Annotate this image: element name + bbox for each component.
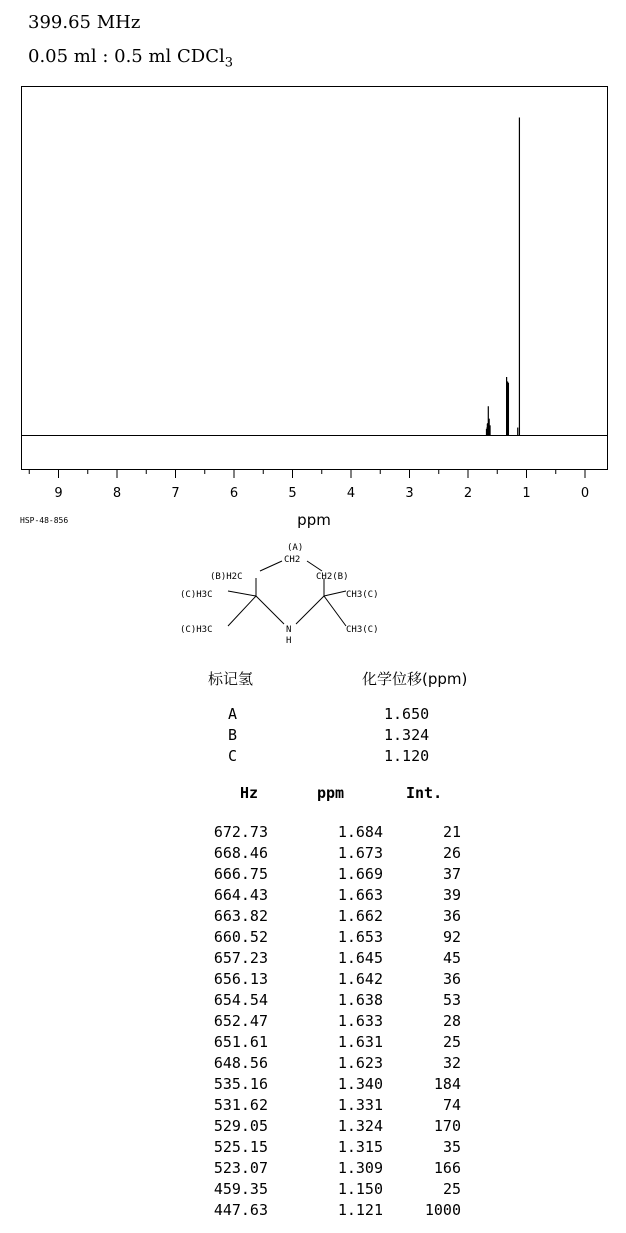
- peak-ppm: 1.121: [337, 1201, 383, 1219]
- proton-label: A: [228, 705, 238, 723]
- peak-intensity: 32: [442, 1054, 461, 1072]
- peak-row: [200, 991, 480, 1012]
- peak-ppm: 1.669: [337, 865, 383, 883]
- solvent-subscript: 3: [224, 55, 234, 71]
- peak-row: [200, 1138, 480, 1159]
- peak-row: [200, 1075, 480, 1096]
- structure-label-ch2-b-right: CH2(B): [316, 572, 349, 582]
- peak-intensity: 26: [442, 844, 461, 862]
- peak-row: [200, 1180, 480, 1201]
- assignment-row: [228, 747, 458, 768]
- peak-ppm: 1.340: [337, 1075, 383, 1093]
- x-axis-label: ppm: [297, 511, 331, 529]
- peak-ppm: 1.633: [337, 1012, 383, 1030]
- peak-row: [200, 970, 480, 991]
- peak-row: [200, 928, 480, 949]
- peak-ppm: 1.684: [337, 823, 383, 841]
- x-tick-label: 3: [405, 486, 414, 501]
- peak-intensity: 28: [442, 1012, 461, 1030]
- assignment-table-header: [208, 668, 508, 690]
- peak-hz: 529.05: [213, 1117, 268, 1135]
- peak-intensity: 36: [442, 970, 461, 988]
- x-tick-label: 0: [580, 486, 590, 501]
- chemical-shift: 1.324: [384, 726, 430, 744]
- structure-label-ch3-c-left-top: (C)H3C: [180, 590, 213, 600]
- peak-hz: 654.54: [213, 991, 268, 1009]
- int-column-header: Int.: [406, 784, 443, 802]
- structure-label-ch2-b-left: (B)H2C: [210, 572, 243, 582]
- peak-intensity: 36: [442, 907, 461, 925]
- peak-intensity: 39: [442, 886, 461, 904]
- nmr-spectrum-chart: [0, 80, 626, 535]
- peak-ppm: 1.324: [337, 1117, 383, 1135]
- assignment-row: [228, 726, 458, 747]
- peak-ppm: 1.631: [337, 1033, 383, 1051]
- peak-intensity: 74: [442, 1096, 461, 1114]
- peak-hz: 447.63: [213, 1201, 268, 1219]
- solvent-prefix: 0.05 ml : 0.5 ml CDCl: [28, 46, 225, 67]
- peak-hz: 531.62: [213, 1096, 268, 1114]
- peak-intensity: 92: [442, 928, 461, 946]
- peak-row: [200, 823, 480, 844]
- peak-ppm: 1.663: [337, 886, 383, 904]
- peak-hz: 648.56: [213, 1054, 268, 1072]
- shift-column-header: 化学位移(ppm): [362, 670, 468, 688]
- peak-row: [200, 1012, 480, 1033]
- structure-label-n: N: [286, 625, 292, 635]
- molecule-structure: [170, 538, 410, 648]
- peak-hz: 535.16: [213, 1075, 268, 1093]
- peak-marks: [486, 118, 519, 436]
- peak-hz: 656.13: [213, 970, 268, 988]
- peak-row: [200, 1201, 480, 1222]
- peak-intensity: 45: [442, 949, 461, 967]
- peak-table-header: [230, 784, 490, 806]
- chemical-shift: 1.120: [384, 747, 430, 765]
- x-tick-label: 9: [54, 486, 63, 501]
- peak-hz: 523.07: [213, 1159, 268, 1177]
- x-tick-label: 7: [171, 486, 180, 501]
- peak-intensity: 53: [442, 991, 461, 1009]
- proton-label: B: [228, 726, 238, 744]
- peak-ppm: 1.623: [337, 1054, 383, 1072]
- peak-hz: 672.73: [213, 823, 268, 841]
- peak-row: [200, 865, 480, 886]
- peak-ppm: 1.315: [337, 1138, 383, 1156]
- sample-code: HSP-48-856: [20, 516, 69, 525]
- peak-row: [200, 949, 480, 970]
- peak-intensity: 184: [433, 1075, 461, 1093]
- x-tick-label: 6: [229, 486, 239, 501]
- solvent-info: [28, 46, 233, 71]
- peak-row: [200, 1033, 480, 1054]
- x-tick-label: 8: [112, 486, 122, 501]
- peak-row: [200, 1096, 480, 1117]
- structure-bonds: [228, 561, 346, 626]
- structure-label-ch3-c-right-top: CH3(C): [346, 590, 379, 600]
- peak-hz: 459.35: [213, 1180, 268, 1198]
- x-tick-label: 1: [522, 486, 531, 501]
- peak-ppm: 1.642: [337, 970, 383, 988]
- peak-intensity: 21: [442, 823, 461, 841]
- assignment-row: [228, 705, 458, 726]
- peak-intensity: 166: [433, 1159, 461, 1177]
- ppm-column-header: ppm: [317, 784, 345, 802]
- peak-ppm: 1.150: [337, 1180, 383, 1198]
- peak-hz: 668.46: [213, 844, 268, 862]
- peak-intensity: 37: [442, 865, 461, 883]
- peak-hz: 664.43: [213, 886, 268, 904]
- peak-row: [200, 1117, 480, 1138]
- structure-label-a: (A): [287, 543, 304, 553]
- peak-hz: 660.52: [213, 928, 268, 946]
- peak-hz: 663.82: [213, 907, 268, 925]
- peak-ppm: 1.653: [337, 928, 383, 946]
- peak-intensity: 1000: [424, 1201, 461, 1219]
- structure-label-h: H: [286, 636, 292, 646]
- spectrometer-frequency: 399.65 MHz: [28, 12, 141, 33]
- peak-intensity: 25: [442, 1180, 461, 1198]
- x-tick-label: 4: [346, 486, 356, 501]
- label-column-header: 标记氢: [208, 670, 254, 688]
- peak-hz: 652.47: [213, 1012, 268, 1030]
- peak-hz: 525.15: [213, 1138, 268, 1156]
- x-tick-label: 2: [463, 486, 473, 501]
- peak-hz: 657.23: [213, 949, 268, 967]
- peak-row: [200, 1159, 480, 1180]
- peak-intensity: 170: [433, 1117, 461, 1135]
- peak-ppm: 1.673: [337, 844, 383, 862]
- peak-hz: 666.75: [213, 865, 268, 883]
- peak-row: [200, 844, 480, 865]
- peak-ppm: 1.638: [337, 991, 383, 1009]
- peak-row: [200, 1054, 480, 1075]
- peak-intensity: 35: [442, 1138, 461, 1156]
- proton-label: C: [228, 747, 238, 765]
- peak-ppm: 1.331: [337, 1096, 383, 1114]
- peak-row: [200, 907, 480, 928]
- hz-column-header: Hz: [240, 784, 259, 802]
- peak-ppm: 1.662: [337, 907, 383, 925]
- x-axis-ticks: [29, 470, 585, 479]
- peak-intensity: 25: [442, 1033, 461, 1051]
- x-tick-label: 5: [288, 486, 297, 501]
- structure-label-ch3-c-left-bottom: (C)H3C: [180, 625, 213, 635]
- chemical-shift: 1.650: [384, 705, 430, 723]
- structure-label-ch3-c-right-bottom: CH3(C): [346, 625, 379, 635]
- peak-ppm: 1.645: [337, 949, 383, 967]
- structure-label-ch2-a: CH2: [284, 555, 301, 565]
- peak-ppm: 1.309: [337, 1159, 383, 1177]
- x-axis-tick-labels: [54, 486, 589, 501]
- peak-row: [200, 886, 480, 907]
- peak-hz: 651.61: [213, 1033, 268, 1051]
